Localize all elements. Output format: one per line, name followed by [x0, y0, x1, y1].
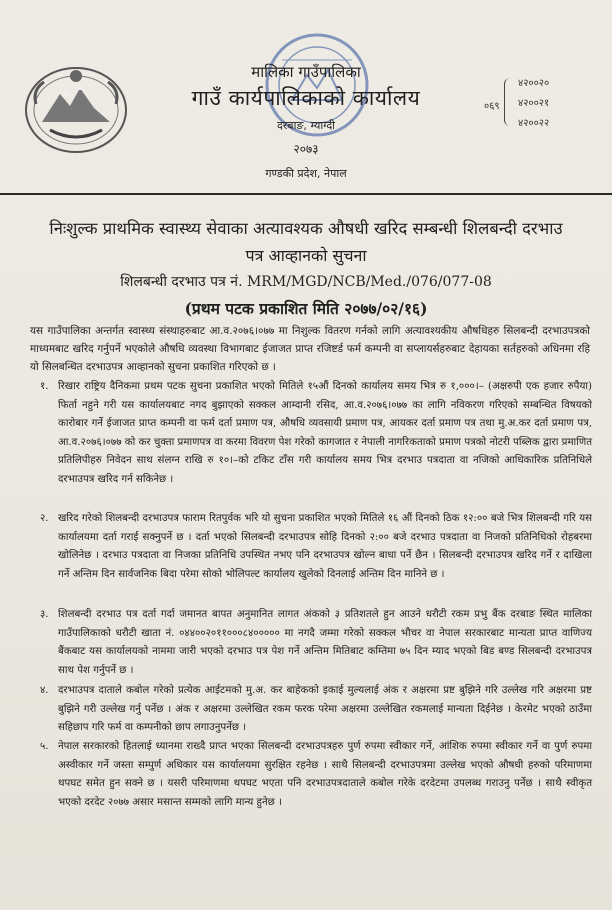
item-text: दरभाउपत्र दाताले कबोल गरेको प्रत्येक आईटमको मु.अ. कर बाहेकको इकाई मुल्यलाई अंक र अक्षरमा प्रष्ट बुझिने गरि उल्लेख गरि अक्षरमा प्रष्ट बुझिने गरी उल्लेख गर्नु पर्नेछ । अंक र अक्षरमा उल्लेखित रकम फरक परेमा अक्षरमा उल्लेखित रकमलाई मान्यता दिईनेछ । केरमेट भएको ठाउँमा सहिछाप गरि फर्म वा कम्पनीको छाप लगाउनुपर्नेछ । [58, 685, 592, 733]
list-item [30, 682, 592, 738]
item-text: खरिद गरेको शिलबन्दी दरभाउपत्र फाराम रितपुर्वक भरि यो सुचना प्रकाशित भएको मितिले १६ औं दिनको ठिक १२:०० बजे भित्र शिलबन्दी गरि यस कार्यालयमा दर्ता गराई सक्नुपर्ने छ । दर्ता भएको सिलबन्दी दरभाउपत्र सोहि दिनको २:०० बजे दरभाउ पत्रदाता वा निजको प्रतिनिधिको रोहबरमा खोलिनेछ । दरभाउ पत्रदाता वा निजका प्रतिनिधि उपस्थित नभए पनि दरभाउपत्र खोल्न बाधा पर्ने छैन । सिलबन्दी दरभाउपत्र खरिद गर्ने र दाखिला गर्ने अन्तिम दिन सार्वजनिक बिदा परेमा सोको भोलिपल्ट कार्यालय खुलेको दिनलाई अन्तिम दिन मानिने छ । [58, 513, 592, 580]
established-year: २०७३ [293, 142, 319, 156]
header-divider [0, 193, 612, 195]
notice-intro-paragraph: यस गाउँपालिका अन्तर्गत स्वास्थ्य संस्थाहरुबाट आ.व.२०७६।०७७ मा निशुल्क वितरण गर्नको लागि अत्यावश्यकीय औषधिहरु सिलबन्दी दरभाउपत्रको माध्यमबाट खरिद गर्नुपर्ने भएकोले औषधि व्यवस्था विभागबाट ईजाजत प्राप्त रजिष्टर्ड फर्म कम्पनी वा सप्लायर्सहरुबाट देहायका सर्तहरुको अधिनमा रहि यो सिलबन्धित दरभाउपत्र आव्हानको सुचना प्रकाशित गरिएको छ । [30, 325, 590, 373]
notice-title: निःशुल्क प्राथमिक स्वास्थ्य सेवाका अत्यावश्यक औषधी खरिद सम्बन्धी शिलबन्दी दरभाउ [49, 219, 563, 238]
item-number: २. [40, 513, 49, 524]
item-text: रिखार राष्ट्रिय दैनिकमा प्रथम पटक सुचना प्रकाशित भएको मितिले १५औं दिनको कार्यालय समय भित्र रु १,०००।– (अक्षरुपी एक हजार रुपैया) फिर्ता नहुने गरी यस कार्यालयबाट नगद बुझाएको सक्कल आम्दानी रसिद, आ.व.२०७६।०७७ का लागि नविकरण गरिएको सम्बन्धित विषयको कारोबार गर्ने ईजाजत प्राप्त कम्पनी वा फर्म दर्ता प्रमाण पत्र, औषधि व्यवसायी प्रमाण पत्र, आयकर दर्ता प्रमाण पत्र तथा मु.अ.कर दर्ता प्रमाण पत्र, आ.व.२०७६।०७७ को कर चुक्ता प्रमाणपत्र वा करमा विवरण पेश गरेको कागजात र नेपाली नागरिकताको प्रमाण पत्रको नोटरी पब्लिक द्वारा प्रमाणित प्रतिलिपीहरु निवेदन साथ संलग्न राखि रु १०।–को टकिट टाँस गरी कार्यालय समय भित्र दरभाउ पत्रदाता वा नजिको आधिकारिक प्रतिनिधिले दरभाउपत्र खरिद गर्न सकिनेछ । [58, 381, 592, 485]
list-item [30, 378, 592, 510]
phone-number: ४२००२१ [518, 98, 550, 109]
list-item [30, 510, 592, 606]
item-number: १. [40, 381, 49, 392]
item-number: ३. [40, 609, 49, 620]
item-number: ५. [40, 741, 49, 752]
office-address: दरबाङ, म्याग्दी [276, 119, 336, 132]
notice-title-continued: पत्र आव्हानको सुचना [245, 246, 367, 265]
item-text: शिलबन्दी दरभाउ पत्र दर्ता गर्दा जमानत बापत अनुमानित लागत अंकको ३ प्रतिशतले हुन आउने धरौटी रकम प्रभु बैंक दरबाङ स्थित मालिका गाउँपालिकाको धरौटी खाता नं. ०४४००२०११०००८४००००० मा नगदै जम्मा गरेको सक्कल भौचर वा नेपाल सरकारबाट मान्यता प्राप्त वाणिज्य बैंकबाट यस कार्यालयको नाममा जारी भएको दरभाउ पत्र पेश गर्ने अन्तिम मितिबाट कम्तिमा ७५ दिन म्याद भएको बिड बण्ड सिलबन्दी दरभाउपत्र साथ पेश गर्नुपर्ने छ । [58, 609, 592, 676]
conditions-list [30, 378, 592, 818]
notice-reference-number: शिलबन्धी दरभाउ पत्र नं. MRM/MGD/NCB/Med./076/077-08 [120, 274, 492, 290]
phone-number: ४२००२० [518, 78, 550, 89]
list-item [30, 738, 592, 818]
item-number: ४. [40, 685, 49, 696]
phone-area-code: ०६९ [484, 101, 500, 112]
phone-number: ४२००२२ [518, 118, 550, 129]
brace-icon [504, 78, 515, 126]
municipality-name: मालिका गाउँपालिका [251, 63, 361, 81]
item-text: नेपाल सरकारको हितलाई ध्यानमा राख्दै प्राप्त भएका सिलबन्दी दरभाउपत्रहरु पुर्ण रुपमा स्वीकार गर्ने, आंशिक रुपमा स्वीकार गर्ने वा पुर्ण रुपमा अस्वीकार गर्ने जस्ता सम्पुर्ण अधिकार यस कार्यालयमा सुरक्षित रहनेछ । साथै सिलबन्दी दरभाउपत्रमा उल्लेख भएको औषधी हरुको परिमाणमा थपघट समेत हुन सक्ने छ । यसरी परिमाणमा थपघट भएता पनि दरभाउपत्रदाताले कबोल गरेके दरदेटमा उपलब्ध गराउनु पर्नेछ । साथै स्वीकृत भएको दरदेट २०७७ असार मसान्त सम्मको लागि मान्य हुनेछ । [58, 741, 592, 808]
office-name: गाउँ कार्यपालिकाको कार्यालय [191, 86, 421, 110]
list-item [30, 606, 592, 682]
province-country: गण्डकी प्रदेश, नेपाल [265, 167, 347, 180]
publication-date: (प्रथम पटक प्रकाशित मिति २०७७/०२/१६) [184, 299, 428, 318]
